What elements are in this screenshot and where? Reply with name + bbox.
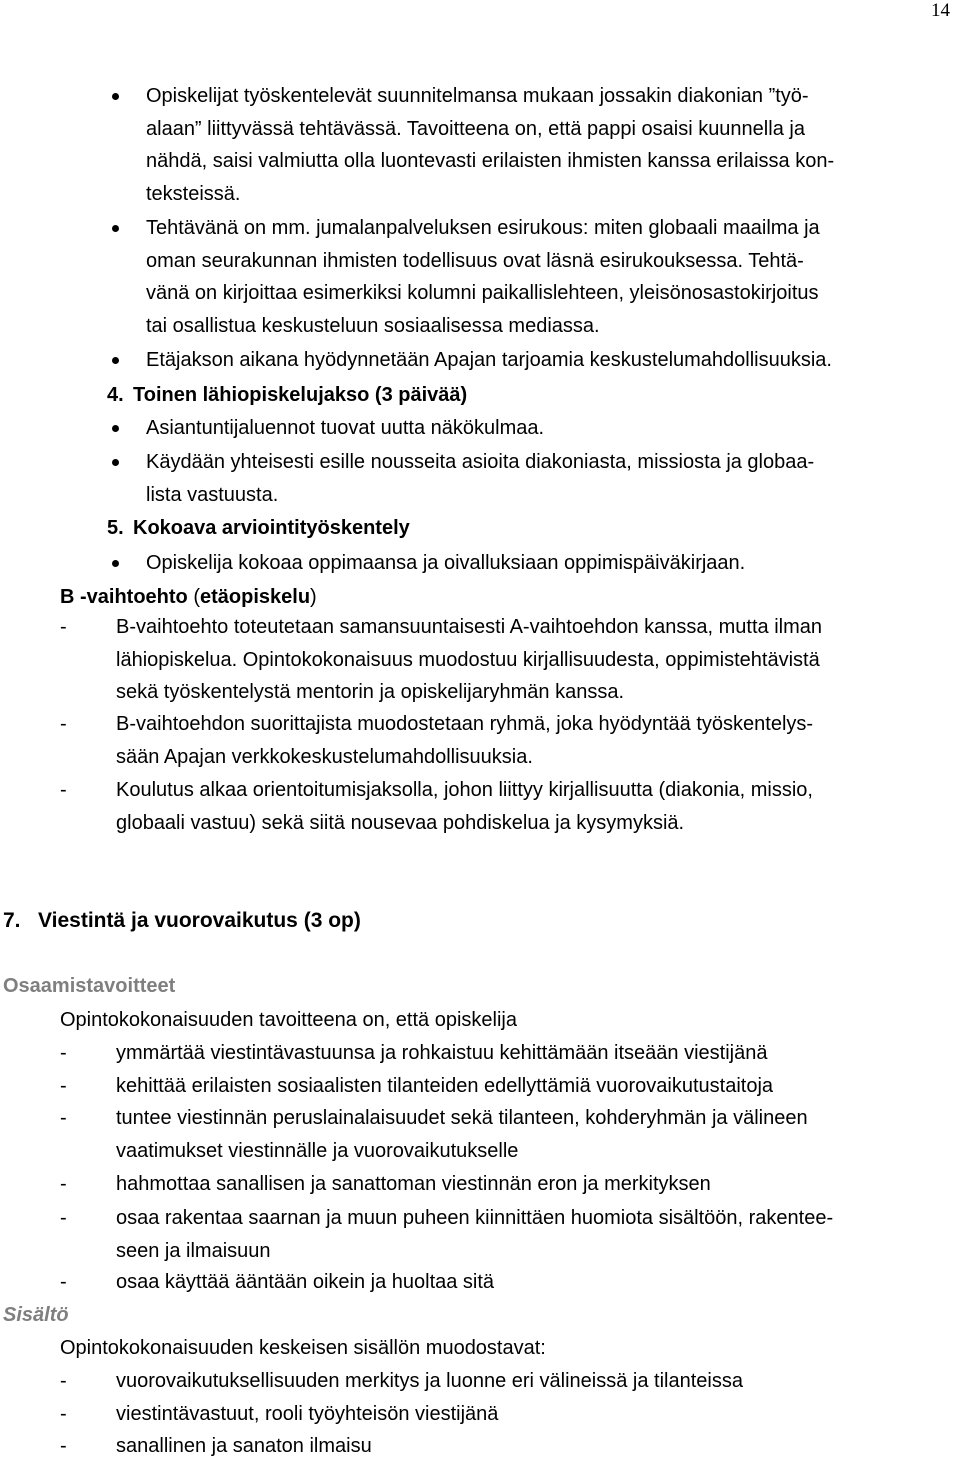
dash-marker: -: [60, 1107, 67, 1129]
list-item-line: ymmärtää viestintävastuunsa ja rohkaistuu kehittämään itseään viestijänä: [116, 1042, 768, 1064]
sisalto-heading: Sisältö: [3, 1304, 69, 1326]
list-item-line: lähiopiskelua. Opintokokonaisuus muodostuu kirjallisuudesta, oppimistehtävistä: [116, 648, 820, 671]
sisalto-intro: Opintokokonaisuuden keskeisen sisällön muodostavat:: [60, 1337, 546, 1359]
bullet-text-line: oman seurakunnan ihmisten todellisuus ovat läsnä esirukouksessa. Tehtä-: [146, 249, 804, 272]
dash-marker: -: [60, 1435, 67, 1457]
list-item-line: viestintävastuut, rooli työyhteisön viestijänä: [116, 1403, 499, 1425]
dash-marker: -: [60, 616, 67, 638]
bullet-icon: [112, 560, 119, 567]
bullet-text-line: vänä on kirjoittaa esimerkiksi kolumni paikallislehteen, yleisönosastokirjoitus: [146, 282, 819, 305]
list-item-line: sanallinen ja sanaton ilmaisu: [116, 1435, 372, 1457]
page-number: 14: [931, 0, 950, 21]
dash-marker: -: [60, 779, 67, 801]
bullet-text-line: Käydään yhteisesti esille nousseita asioita diakoniasta, missiosta ja globaa-: [146, 451, 815, 473]
bullet-text-line: teksteissä.: [146, 183, 241, 206]
bullet-icon: [112, 225, 119, 232]
dash-marker: -: [60, 1403, 67, 1425]
paren-close: ): [310, 586, 317, 608]
heading-5: Kokoava arviointityöskentely: [133, 517, 410, 539]
dash-marker: -: [60, 1370, 67, 1392]
osaamis-intro: Opintokokonaisuuden tavoitteena on, että opiskelija: [60, 1009, 517, 1031]
heading-number: 4.: [107, 384, 124, 406]
list-item-line: B-vaihtoehdon suorittajista muodostetaan ryhmä, joka hyödyntää työskentelys-: [116, 713, 814, 735]
osaamistavoitteet-heading: Osaamistavoitteet: [3, 975, 176, 997]
bullet-text-line: Asiantuntijaluennot tuovat uutta näkökulmaa.: [146, 417, 545, 439]
list-item-line: tuntee viestinnän peruslainalaisuudet sekä tilanteen, kohderyhmän ja välineen: [116, 1107, 808, 1129]
b-option-heading: [60, 585, 317, 609]
dash-marker: -: [60, 1075, 67, 1097]
list-item-line: Koulutus alkaa orientoitumisjaksolla, johon liittyy kirjallisuutta (diakonia, missio,: [116, 779, 813, 801]
list-item-line: globaali vastuu) sekä siitä nousevaa pohdiskelua ja kysymyksiä.: [116, 811, 685, 834]
b-option-subtitle: etäopiskelu: [200, 586, 311, 608]
list-item-line: hahmottaa sanallisen ja sanattoman viestinnän eron ja merkityksen: [116, 1173, 711, 1195]
list-item-line: sään Apajan verkkokeskustelumahdollisuuksia.: [116, 745, 533, 768]
bullet-icon: [112, 425, 119, 432]
list-item-line: kehittää erilaisten sosiaalisten tilanteiden edellyttämiä vuorovaikutustaitoja: [116, 1075, 774, 1097]
section-title: Viestintä ja vuorovaikutus (3 op): [38, 909, 361, 932]
bullet-text-line: Opiskelija kokoaa oppimaansa ja oivalluksiaan oppimispäiväkirjaan.: [146, 552, 746, 574]
list-item-line: osaa käyttää ääntään oikein ja huoltaa sitä: [116, 1271, 495, 1293]
paren-open: (: [187, 586, 200, 608]
bullet-text-line: lista vastuusta.: [146, 483, 279, 506]
dash-marker: -: [60, 1042, 67, 1064]
dash-marker: -: [60, 1271, 67, 1293]
b-option-title: B -vaihtoehto: [60, 586, 188, 608]
list-item-line: vaatimukset viestinnälle ja vuorovaikutukselle: [116, 1139, 519, 1162]
bullet-text-line: Opiskelijat työskentelevät suunnitelmansa mukaan jossakin diakonian ”työ-: [146, 85, 809, 107]
list-item-line: seen ja ilmaisuun: [116, 1239, 271, 1262]
dash-marker: -: [60, 1207, 67, 1229]
dash-marker: -: [60, 713, 67, 735]
list-item-line: sekä työskentelystä mentorin ja opiskelijaryhmän kanssa.: [116, 681, 625, 703]
bullet-icon: [112, 459, 119, 466]
bullet-icon: [112, 93, 119, 100]
bullet-text-line: nähdä, saisi valmiutta olla luontevasti erilaisten ihmisten kanssa erilaissa kon-: [146, 150, 835, 173]
bullet-text-line: Tehtävänä on mm. jumalanpalveluksen esirukous: miten globaali maailma ja: [146, 217, 820, 239]
list-item-line: osaa rakentaa saarnan ja muun puheen kiinnittäen huomiota sisältöön, rakentee-: [116, 1207, 834, 1229]
section-number: 7.: [3, 909, 21, 932]
bullet-icon: [112, 357, 119, 364]
bullet-text-line: alaan” liittyvässä tehtävässä. Tavoitteena on, että pappi osaisi kuunnella ja: [146, 117, 805, 140]
heading-number: 5.: [107, 517, 124, 539]
list-item-line: vuorovaikutuksellisuuden merkitys ja luonne eri välineissä ja tilanteissa: [116, 1370, 743, 1392]
list-item-line: B-vaihtoehto toteutetaan samansuuntaisesti A-vaihtoehdon kanssa, mutta ilman: [116, 616, 822, 638]
bullet-text-line: tai osallistua keskusteluun sosiaalisessa mediassa.: [146, 315, 600, 338]
heading-4: Toinen lähiopiskelujakso (3 päivää): [133, 384, 468, 406]
dash-marker: -: [60, 1173, 67, 1195]
bullet-text-line: Etäjakson aikana hyödynnetään Apajan tarjoamia keskustelumahdollisuuksia.: [146, 349, 832, 371]
